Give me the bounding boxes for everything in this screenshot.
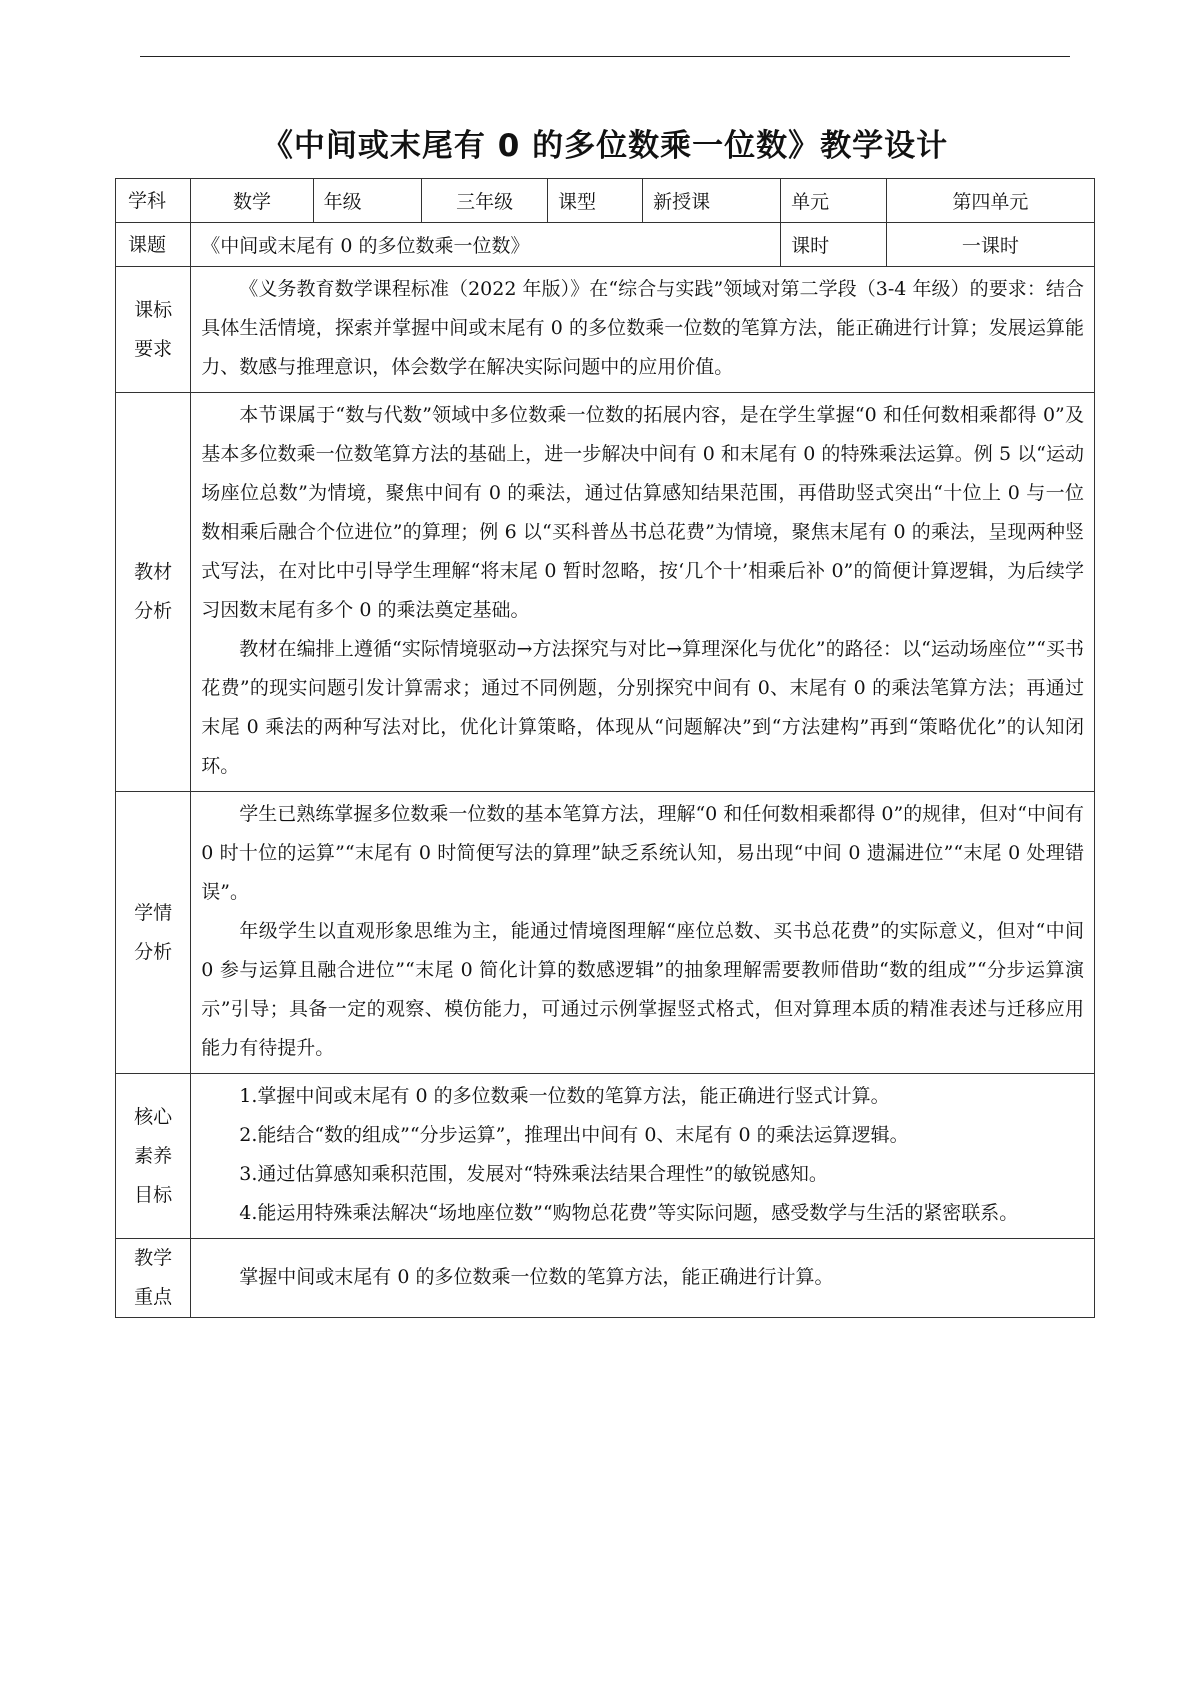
topic-value: 《中间或末尾有 0 的多位数乘一位数》: [191, 223, 781, 267]
header-rule: [140, 56, 1070, 57]
objective-item: 4.能运用特殊乘法解决“场地座位数”“购物总花费”等实际问题，感受数学与生活的紧密联系。: [239, 1202, 1019, 1224]
student-paragraph: 年级学生以直观形象思维为主，能通过情境图理解“座位总数、买书总花费”的实际意义，但对“中间 0 参与运算且融合进位”“末尾 0 简化计算的数感逻辑”的抽象理解需要教师借助“数的组成”“分步运算演示”引导；具备一定的观察、模仿能力，可通过示例掌握竖式格式，但对算理本质的精准表述与迁移应用能力有待提升。: [201, 920, 1084, 1059]
grade-label: 年级: [313, 179, 422, 223]
key-points-row: [116, 1239, 1095, 1318]
textbook-analysis-content: [191, 393, 1095, 792]
key-points-label: 教学 重点: [116, 1239, 191, 1318]
unit-value: 第四单元: [886, 179, 1094, 223]
textbook-row: [116, 393, 1095, 792]
period-value: 一课时: [886, 223, 1094, 267]
objective-item: 3.通过估算感知乘积范围，发展对“特殊乘法结果合理性”的敏锐感知。: [239, 1163, 828, 1185]
textbook-analysis-label: 教材 分析: [116, 393, 191, 792]
objective-item: 2.能结合“数的组成”“分步运算”，推理出中间有 0、末尾有 0 的乘法运算逻辑。: [239, 1124, 909, 1146]
key-points-content: [191, 1239, 1095, 1318]
students-row: [116, 792, 1095, 1074]
grade-value: 三年级: [422, 179, 548, 223]
lesson-plan-table: [115, 178, 1095, 1318]
standards-row: [116, 267, 1095, 393]
standards-content: [191, 267, 1095, 393]
standards-text: 《义务教育数学课程标准（2022 年版）》在“综合与实践”领域对第二学段（3-4 年级）的要求：结合具体生活情境，探索并掌握中间或末尾有 0 的多位数乘一位数的笔算方法，能正确进行计算；发展运算能力、数感与推理意识，体会数学在解决实际问题中的应用价值。: [201, 278, 1084, 378]
topic-label: 课题: [116, 223, 191, 267]
objectives-row: [116, 1074, 1095, 1239]
subject-value: 数学: [191, 179, 313, 223]
subject-label: 学科: [116, 179, 191, 223]
lesson-type-label: 课型: [547, 179, 642, 223]
standards-label: 课标 要求: [116, 267, 191, 393]
objective-item: 1.掌握中间或末尾有 0 的多位数乘一位数的笔算方法，能正确进行竖式计算。: [239, 1085, 890, 1107]
student-analysis-content: [191, 792, 1095, 1074]
topic-row: [116, 223, 1095, 267]
textbook-paragraph: 教材在编排上遵循“实际情境驱动→方法探究与对比→算理深化与优化”的路径：以“运动场座位”“买书花费”的现实问题引发计算需求；通过不同例题，分别探究中间有 0、末尾有 0 的乘法笔算方法；再通过末尾 0 乘法的两种写法对比，优化计算策略，体现从“问题解决”到“方法建构”再到“策略优化”的认知闭环。: [201, 638, 1084, 777]
student-paragraph: 学生已熟练掌握多位数乘一位数的基本笔算方法，理解“0 和任何数相乘都得 0”的规律，但对“中间有 0 时十位的运算”“末尾有 0 时简便写法的算理”缺乏系统认知，易出现“中间 0 遗漏进位”“末尾 0 处理错误”。: [201, 803, 1084, 903]
lesson-type-value: 新授课: [643, 179, 781, 223]
student-analysis-label: 学情 分析: [116, 792, 191, 1074]
info-row: [116, 179, 1095, 223]
document-title: 《中间或末尾有 0 的多位数乘一位数》教学设计: [261, 128, 949, 164]
core-objectives-content: [191, 1074, 1095, 1239]
textbook-paragraph: 本节课属于“数与代数”领域中多位数乘一位数的拓展内容，是在学生掌握“0 和任何数相乘都得 0”及基本多位数乘一位数笔算方法的基础上，进一步解决中间有 0 和末尾有 0 的特殊乘法运算。例 5 以“运动场座位总数”为情境，聚焦中间有 0 的乘法，通过估算感知结果范围，再借助竖式突出“十位上 0 与一位数相乘后融合个位进位”的算理；例 6 以“买科普丛书总花费”为情境，聚焦末尾有 0 的乘法，呈现两种竖式写法，在对比中引导学生理解“将末尾 0 暂时忽略，按‘几个十’相乘后补 0”的简便计算逻辑，为后续学习因数末尾有多个 0 的乘法奠定基础。: [201, 404, 1084, 621]
period-label: 课时: [781, 223, 887, 267]
key-points-text: 掌握中间或末尾有 0 的多位数乘一位数的笔算方法，能正确进行计算。: [239, 1265, 834, 1288]
unit-label: 单元: [781, 179, 887, 223]
core-objectives-label: 核心 素养 目标: [116, 1074, 191, 1239]
